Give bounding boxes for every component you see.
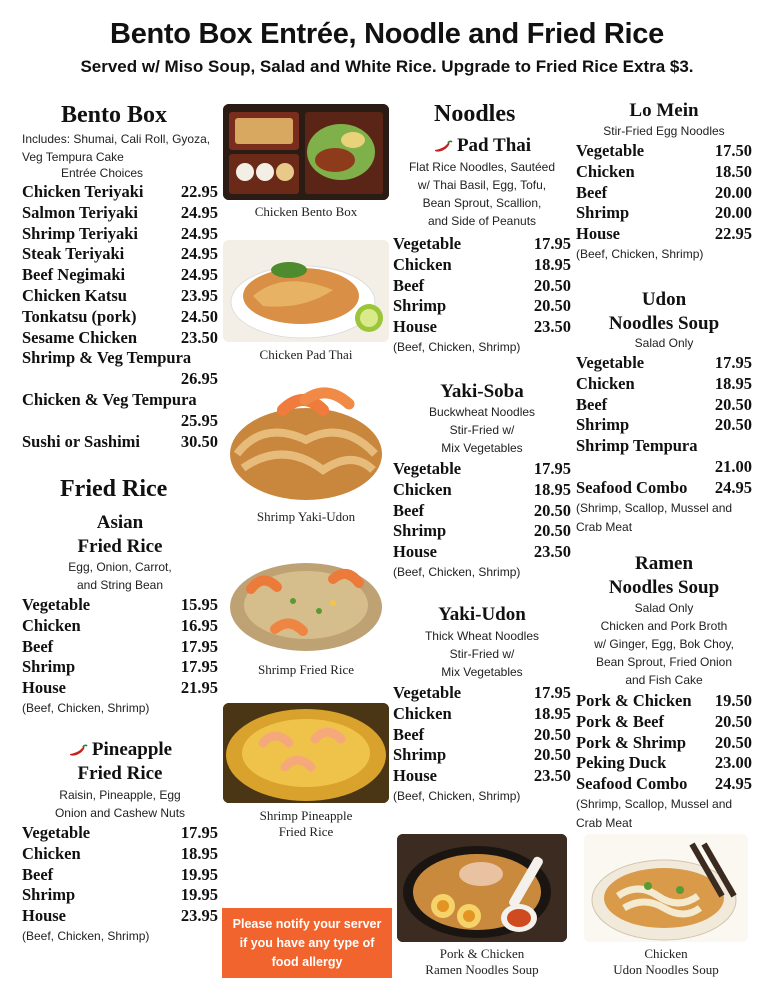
item-name: Peking Duck <box>576 753 667 773</box>
item-name: Shrimp Tempura <box>576 436 698 456</box>
item-name: Salmon Teriyaki <box>22 202 138 222</box>
caption-line: Chicken <box>644 946 688 961</box>
item-price: 26.95 <box>180 369 218 389</box>
menu-item <box>22 885 218 906</box>
item-price: 17.95 <box>714 353 752 372</box>
bento-items <box>22 182 218 452</box>
item-name: Seafood Combo <box>576 774 688 794</box>
desc-line: Onion and Cashew Nuts <box>54 806 186 820</box>
item-name: Vegetable <box>22 823 91 842</box>
menu-item <box>576 733 752 754</box>
title-text: Pineapple <box>91 739 173 760</box>
page-subtitle: Served w/ Miso Soup, Salad and White Rice. Upgrade to Fried Rice Extra $3. <box>80 57 694 76</box>
menu-item <box>393 521 571 542</box>
desc-line: w/ Ginger, Egg, Bok Choy, <box>594 637 734 651</box>
item-name: Vegetable <box>393 234 462 253</box>
item-price: 24.95 <box>180 244 218 264</box>
item-price: 19.95 <box>180 885 218 905</box>
item-name: Beef <box>393 275 425 295</box>
menu-item <box>22 637 218 658</box>
item-name: Pork & Beef <box>576 711 664 731</box>
desc-line: Mix Vegetables <box>441 441 523 455</box>
bento-illustration <box>223 104 389 200</box>
item-price: 18.95 <box>533 254 571 274</box>
pad-thai-items <box>393 234 571 357</box>
title-line: Asian <box>96 512 144 533</box>
menu-item <box>22 906 218 927</box>
desc-line: Mix Vegetables <box>441 665 523 679</box>
item-price: 24.95 <box>180 265 218 285</box>
ramen-soup-items <box>576 691 752 833</box>
item-price: 17.50 <box>714 141 752 160</box>
desc-line: Stir-Fried w/ <box>449 423 515 437</box>
item-name: Steak Teriyaki <box>22 244 125 264</box>
item-name: Beef <box>393 500 425 520</box>
ramen-soup-title <box>576 552 752 600</box>
title-line: Noodles Soup <box>608 313 720 334</box>
desc-line: and String Bean <box>76 578 164 592</box>
item-note: (Beef, Chicken, Shrimp) <box>22 928 150 943</box>
bento-includes-line: Veg Tempura Cake <box>22 150 124 164</box>
pineapple-fried-rice-title <box>22 738 218 786</box>
item-name: Vegetable <box>393 683 462 702</box>
menu-item <box>22 224 218 245</box>
item-price: 23.00 <box>714 753 752 773</box>
item-name: Seafood Combo <box>576 477 688 497</box>
desc-line: Bean Sprout, Fried Onion <box>595 655 733 669</box>
menu-item <box>393 683 571 704</box>
shrimp-yaki-udon-photo <box>223 380 389 504</box>
menu-item <box>393 766 571 787</box>
item-price: 20.50 <box>714 415 752 435</box>
menu-item <box>393 459 571 480</box>
item-price: 15.95 <box>180 595 218 614</box>
item-name: Beef <box>576 182 608 202</box>
chili-pepper-icon <box>68 744 88 758</box>
item-note: (Beef, Chicken, Shrimp) <box>393 564 521 579</box>
item-price: 20.50 <box>533 521 571 541</box>
item-name: Shrimp <box>576 415 630 435</box>
udon-soup-title <box>576 288 752 336</box>
item-name: House <box>22 678 67 698</box>
item-price: 18.95 <box>533 703 571 723</box>
menu-item <box>22 286 218 307</box>
udon-photo <box>584 834 748 942</box>
item-name: Chicken Katsu <box>22 285 127 305</box>
item-name: Chicken <box>576 161 635 181</box>
caption-line: Fried Rice <box>278 824 334 839</box>
menu-item <box>22 348 218 390</box>
item-price: 23.50 <box>533 317 571 337</box>
menu-item <box>22 432 218 453</box>
udon-soup-desc: Salad Only <box>634 336 694 350</box>
item-price: 25.95 <box>180 410 218 430</box>
lo-mein-items <box>576 141 752 264</box>
item-name: Chicken & Veg Tempura <box>22 389 197 409</box>
menu-item <box>576 753 752 774</box>
item-name: House <box>393 542 438 562</box>
shrimp-pineapple-fried-rice-photo <box>223 703 389 803</box>
yaki-soba-items <box>393 459 571 582</box>
menu-item <box>22 307 218 328</box>
item-name: Chicken Teriyaki <box>22 182 144 201</box>
menu-item <box>22 657 218 678</box>
item-price: 24.95 <box>180 202 218 222</box>
menu-item <box>22 244 218 265</box>
item-price: 23.95 <box>180 906 218 926</box>
lo-mein-title: Lo Mein <box>629 100 699 121</box>
menu-item <box>576 374 752 395</box>
item-price: 20.00 <box>714 203 752 223</box>
item-name: Sesame Chicken <box>22 327 138 347</box>
allergy-line: food allergy <box>271 955 343 969</box>
title-line: Ramen <box>634 553 694 574</box>
item-name: Shrimp <box>576 203 630 223</box>
yaki-soba-title: Yaki-Soba <box>440 381 524 402</box>
item-price: 20.50 <box>714 394 752 414</box>
pad-thai-desc <box>393 158 571 230</box>
yaki-udon-items <box>393 683 571 806</box>
item-price: 21.00 <box>714 456 752 476</box>
photo-caption <box>222 808 390 840</box>
item-note: (Beef, Chicken, Shrimp) <box>22 700 150 715</box>
menu-item <box>22 844 218 865</box>
item-name: Pork & Chicken <box>576 691 692 710</box>
photo-caption <box>580 946 752 978</box>
menu-item <box>393 317 571 338</box>
item-name: Chicken <box>22 843 81 863</box>
title-line: Fried Rice <box>77 536 163 557</box>
item-note: (Shrimp, Scallop, Mussel and Crab Meat <box>576 796 733 830</box>
item-price: 17.95 <box>533 234 571 253</box>
menu-item <box>576 203 752 224</box>
item-name: House <box>393 766 438 786</box>
menu-item <box>576 162 752 183</box>
menu-item <box>393 255 571 276</box>
desc-line: and Fish Cake <box>625 673 703 687</box>
menu-item <box>22 616 218 637</box>
item-price: 23.50 <box>180 327 218 347</box>
desc-line: and Side of Peanuts <box>427 214 537 228</box>
item-name: House <box>576 224 621 244</box>
item-price: 18.95 <box>180 843 218 863</box>
menu-item <box>576 436 752 478</box>
item-name: Pork & Shrimp <box>576 732 687 752</box>
item-name: Beef Negimaki <box>22 265 126 285</box>
desc-line: Raisin, Pineapple, Egg <box>59 788 181 802</box>
item-name: Shrimp Teriyaki <box>22 223 138 243</box>
fried-rice-title: Fried Rice <box>60 476 168 502</box>
item-name: Chicken <box>22 615 81 635</box>
menu-item <box>22 678 218 699</box>
item-name: Vegetable <box>576 141 645 160</box>
title-line <box>22 738 218 762</box>
item-name: House <box>22 906 67 926</box>
item-name: Shrimp & Veg Tempura <box>22 348 192 368</box>
menu-item <box>22 328 218 349</box>
desc-line: Stir-Fried w/ <box>449 647 515 661</box>
asian-fried-rice-title <box>22 511 218 559</box>
desc-line: Flat Rice Noodles, Sautéed <box>408 160 556 174</box>
pineapple-fried-rice-items <box>22 823 218 946</box>
menu-item <box>22 203 218 224</box>
item-name: Tonkatsu (pork) <box>22 306 137 326</box>
item-name: Shrimp <box>393 745 447 765</box>
yaki-udon-desc <box>393 627 571 681</box>
item-price: 19.95 <box>180 864 218 884</box>
menu-item <box>393 480 571 501</box>
item-name: Beef <box>22 864 54 884</box>
item-name: Chicken <box>576 373 635 393</box>
menu-item <box>576 691 752 712</box>
bento-title: Bento Box <box>61 102 168 128</box>
item-price: 24.95 <box>714 477 752 497</box>
item-price: 20.50 <box>714 711 752 731</box>
item-name: Beef <box>576 394 608 414</box>
photo-caption: Shrimp Fried Rice <box>257 662 355 677</box>
item-price: 16.95 <box>180 615 218 635</box>
item-name: Shrimp <box>393 296 447 316</box>
menu-item <box>576 712 752 733</box>
item-price: 22.95 <box>714 224 752 244</box>
menu-item <box>393 501 571 522</box>
item-price: 18.50 <box>714 161 752 181</box>
allergy-notice <box>222 908 392 978</box>
desc-line: Bean Sprout, Scallion, <box>422 196 542 210</box>
item-price: 17.95 <box>533 459 571 478</box>
yaki-udon-illustration <box>223 380 389 504</box>
desc-line: Egg, Onion, Carrot, <box>68 560 172 574</box>
item-name: Shrimp <box>393 521 447 541</box>
allergy-line: Please notify your server <box>232 917 382 931</box>
menu-item <box>576 395 752 416</box>
item-name: House <box>393 317 438 337</box>
yaki-soba-desc <box>393 403 571 457</box>
item-name: Beef <box>22 636 54 656</box>
noodles-title: Noodles <box>434 101 516 127</box>
item-price: 20.50 <box>533 500 571 520</box>
lo-mein-desc: Stir-Fried Egg Noodles <box>603 124 725 138</box>
allergy-line: if you have any type of <box>239 936 375 950</box>
item-price: 18.95 <box>714 373 752 393</box>
item-price: 22.95 <box>180 182 218 201</box>
item-price: 20.00 <box>714 182 752 202</box>
item-name: Chicken <box>393 479 452 499</box>
item-name: Shrimp <box>22 657 76 677</box>
udon-soup-items <box>576 353 752 537</box>
item-name: Chicken <box>393 254 452 274</box>
menu-item <box>576 224 752 245</box>
item-price: 23.95 <box>180 285 218 305</box>
desc-line: w/ Thai Basil, Egg, Tofu, <box>417 178 547 192</box>
menu-item <box>576 183 752 204</box>
item-price: 24.50 <box>180 306 218 326</box>
title-line: Fried Rice <box>77 763 163 784</box>
desc-line: Buckwheat Noodles <box>428 405 536 419</box>
item-name: Chicken <box>393 703 452 723</box>
title-text: Pad Thai <box>456 135 532 156</box>
caption-line: Udon Noodles Soup <box>613 962 719 977</box>
chicken-bento-box-photo <box>223 104 389 200</box>
menu-item <box>393 704 571 725</box>
item-price: 30.50 <box>180 431 218 451</box>
fried-rice-illustration <box>223 545 389 655</box>
pineapple-fried-rice-desc <box>22 786 218 822</box>
menu-item <box>393 745 571 766</box>
menu-item <box>393 542 571 563</box>
udon-illustration <box>584 834 748 942</box>
item-price: 24.95 <box>714 774 752 794</box>
item-price: 20.50 <box>533 745 571 765</box>
chili-pepper-icon <box>433 140 453 154</box>
ramen-photo <box>397 834 567 942</box>
menu-item <box>22 390 218 432</box>
menu-item <box>22 595 218 616</box>
item-price: 17.95 <box>180 657 218 677</box>
menu-item <box>393 296 571 317</box>
pad-thai-illustration <box>223 240 389 342</box>
photo-caption: Chicken Pad Thai <box>259 347 353 362</box>
item-note: (Beef, Chicken, Shrimp) <box>393 788 521 803</box>
item-name: Vegetable <box>22 595 91 614</box>
menu-item <box>22 182 218 203</box>
desc-line: Thick Wheat Noodles <box>424 629 540 643</box>
item-price: 24.95 <box>180 223 218 243</box>
item-price: 18.95 <box>533 479 571 499</box>
caption-line: Pork & Chicken <box>439 946 525 961</box>
item-price: 19.50 <box>714 691 752 710</box>
item-name: Vegetable <box>576 353 645 372</box>
item-price: 20.50 <box>533 275 571 295</box>
bento-includes-line: Includes: Shumai, Cali Roll, Gyoza, <box>22 132 211 146</box>
caption-line: Shrimp Pineapple <box>259 808 353 823</box>
title-line: Udon <box>641 289 687 310</box>
menu-item <box>393 234 571 255</box>
menu-item <box>576 478 752 499</box>
item-name: Sushi or Sashimi <box>22 431 140 451</box>
item-note: (Beef, Chicken, Shrimp) <box>576 246 704 261</box>
photo-caption: Chicken Bento Box <box>254 204 358 219</box>
menu-item <box>393 725 571 746</box>
desc-line: Chicken and Pork Broth <box>600 619 728 633</box>
pineapple-rice-illustration <box>223 703 389 803</box>
asian-fried-rice-desc <box>22 558 218 594</box>
item-price: 17.95 <box>180 636 218 656</box>
item-price: 23.50 <box>533 542 571 562</box>
asian-fried-rice-items <box>22 595 218 718</box>
bento-includes <box>22 130 222 166</box>
item-name: Shrimp <box>22 885 76 905</box>
shrimp-fried-rice-photo <box>223 545 389 655</box>
item-name: Beef <box>393 724 425 744</box>
menu-item <box>576 415 752 436</box>
menu-item <box>393 276 571 297</box>
menu-item <box>576 141 752 162</box>
ramen-soup-desc <box>576 599 752 689</box>
caption-line: Ramen Noodles Soup <box>425 962 539 977</box>
ramen-illustration <box>397 834 567 942</box>
item-price: 17.95 <box>180 823 218 842</box>
desc-line: Salad Only <box>634 601 694 615</box>
item-price: 20.50 <box>533 296 571 316</box>
menu-item <box>22 265 218 286</box>
item-price: 21.95 <box>180 678 218 698</box>
photo-caption: Shrimp Yaki-Udon <box>256 509 356 524</box>
item-price: 23.50 <box>533 766 571 786</box>
bento-choices-label: Entrée Choices <box>60 166 144 180</box>
menu-item <box>576 774 752 795</box>
item-note: (Shrimp, Scallop, Mussel and Crab Meat <box>576 500 733 534</box>
item-name: Vegetable <box>393 459 462 478</box>
title-line: Noodles Soup <box>608 577 720 598</box>
menu-item <box>576 353 752 374</box>
photo-caption <box>396 946 568 978</box>
yaki-udon-title: Yaki-Udon <box>438 604 526 625</box>
page-title: Bento Box Entrée, Noodle and Fried Rice <box>110 18 664 50</box>
item-price: 17.95 <box>533 683 571 702</box>
item-price: 20.50 <box>714 732 752 752</box>
menu-item <box>22 823 218 844</box>
item-price: 20.50 <box>533 724 571 744</box>
pad-thai-title <box>393 134 571 158</box>
menu-item <box>22 865 218 886</box>
item-note: (Beef, Chicken, Shrimp) <box>393 339 521 354</box>
chicken-pad-thai-photo <box>223 240 389 342</box>
